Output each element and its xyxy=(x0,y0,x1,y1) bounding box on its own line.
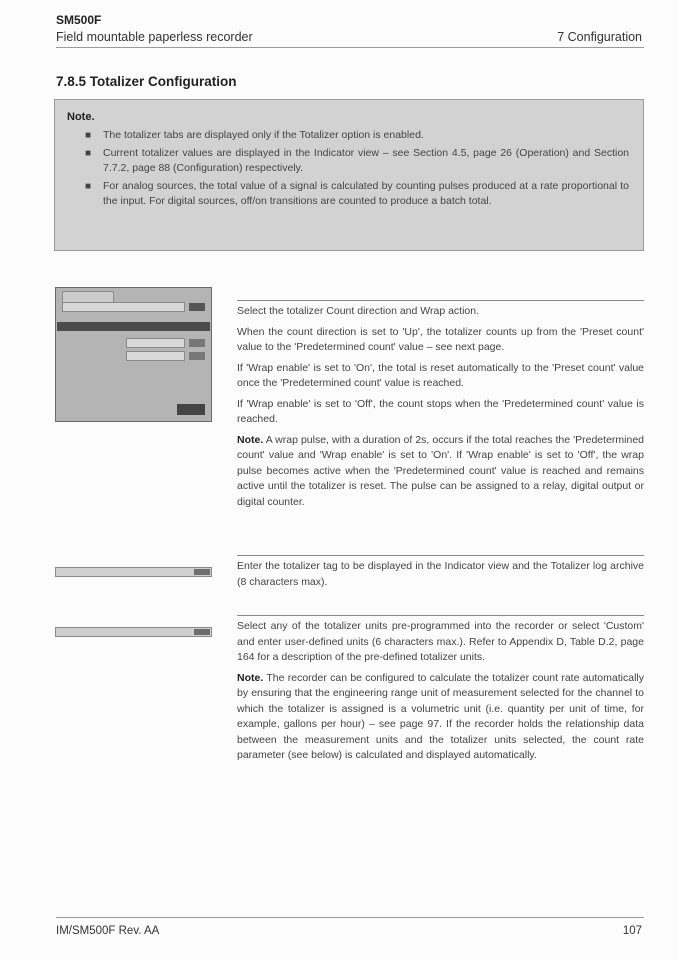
note-item xyxy=(67,179,629,209)
screen-field xyxy=(126,338,185,348)
footer-divider xyxy=(56,917,644,918)
note-item xyxy=(67,128,629,143)
screen-button xyxy=(189,303,205,311)
note-item-text: Current totalizer values are displayed in the Indicator view – see Section 4.5, page 26 (Operation) and Section 7.7.2, page 88 (Configuration) respectively. xyxy=(103,147,629,174)
paragraph: Enter the totalizer tag to be displayed in the Indicator view and the Totalizer log archive (8 characters max). xyxy=(237,560,644,588)
tag-field-thumbnail xyxy=(55,567,212,577)
paragraph: Select any of the totalizer units pre-programmed into the recorder or select 'Custom' and enter user-defined units (6 characters max.). Refer to Appendix D, Table D.2, page 164 for a description of the pre-defined totalizer units. xyxy=(237,620,644,663)
block-divider xyxy=(237,615,644,616)
bullet-icon: ■ xyxy=(85,130,92,141)
note-text: The recorder can be configured to calculate the totalizer count rate automatically by ensuring that the engineering range unit of measurement selected for the channel to which the totalizer is assigned is a volumetric unit (i.e. quantity per unit of time, for example, gallons per hour) – see page 97. If the recorder holds the relationship data between the measurement units and the totalizer units selected, the count rate parameter (see below) is calculated and displayed automatically. xyxy=(237,671,644,761)
header-divider xyxy=(56,47,644,48)
note-item xyxy=(67,146,629,176)
paragraph: If 'Wrap enable' is set to 'Off', the count stops when the 'Predetermined count' value is reached. xyxy=(237,397,644,425)
note-box xyxy=(54,99,644,251)
screen-field xyxy=(62,302,185,312)
screen-ok-button xyxy=(177,404,205,415)
screen-button xyxy=(189,339,205,347)
screen-field xyxy=(126,351,185,361)
screen-button xyxy=(189,352,205,360)
bullet-icon: ■ xyxy=(85,148,92,159)
paragraph: If 'Wrap enable' is set to 'On', the total is reset automatically to the 'Preset count' value once the 'Predetermined count' value is reached. xyxy=(237,361,644,389)
section-title: 7.8.5 Totalizer Configuration xyxy=(56,74,237,89)
screen-section-bar xyxy=(57,322,210,331)
block-divider xyxy=(237,300,644,301)
note-item-text: The totalizer tabs are displayed only if the Totalizer option is enabled. xyxy=(103,129,424,141)
note-label: Note. xyxy=(237,433,264,446)
block-divider xyxy=(237,555,644,556)
chapter-title: 7 Configuration xyxy=(557,30,642,44)
field-button xyxy=(194,569,210,575)
document-id: IM/SM500F Rev. AA xyxy=(56,925,160,937)
bullet-icon: ■ xyxy=(85,181,92,192)
product-model: SM500F xyxy=(56,13,102,27)
units-block xyxy=(237,619,644,769)
product-subtitle: Field mountable paperless recorder xyxy=(56,30,253,44)
units-field-thumbnail xyxy=(55,627,212,637)
field-button xyxy=(194,629,210,635)
note-text: A wrap pulse, with a duration of 2s, occurs if the total reaches the 'Predetermined count' value and 'Wrap enable' is set to 'On'. If 'Wrap enable' is set to 'Off', the wrap pulse becomes active when the 'Predetermined count' value is reached and remains active until the totalizer is reset. The pulse can be assigned to a relay, digital output or digital counter. xyxy=(237,433,644,508)
paragraph: Select the totalizer Count direction and Wrap action. xyxy=(237,305,480,317)
note-item-text: For analog sources, the total value of a signal is calculated by counting pulses produced at a rate proportional to the input. For digital sources, off/on transitions are counted to produce a batch total. xyxy=(103,180,629,207)
note-paragraph xyxy=(237,671,644,764)
paragraph: When the count direction is set to 'Up', the totalizer counts up from the 'Preset count' value to the 'Predetermined count' value – see next page. xyxy=(237,325,644,353)
note-paragraph xyxy=(237,433,644,511)
note-label: Note. xyxy=(237,671,264,684)
page-number: 107 xyxy=(622,925,642,937)
tag-block xyxy=(237,559,644,595)
count-direction-block xyxy=(237,304,644,515)
note-box-title: Note. xyxy=(67,111,95,123)
totalizer-screen-thumbnail xyxy=(55,287,212,422)
